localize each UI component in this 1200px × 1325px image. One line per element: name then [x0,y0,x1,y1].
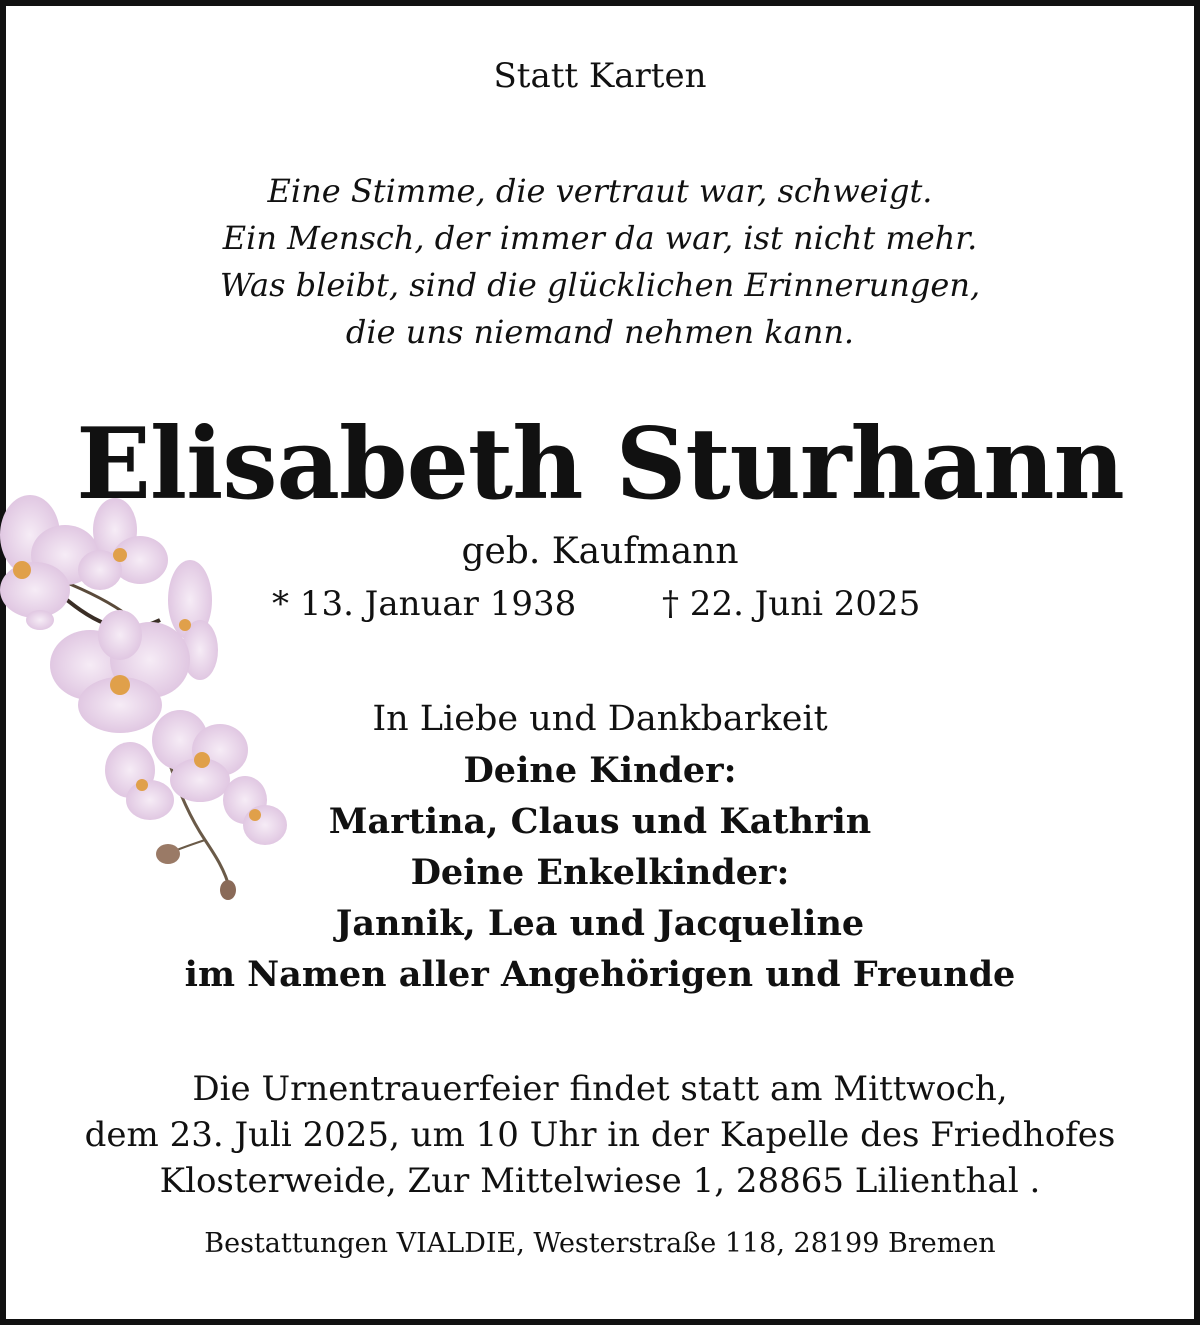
poem [0,168,1200,356]
death-date: † 22. Juni 2025 [662,584,921,624]
service-line: dem 23. Juli 2025, um 10 Uhr in der Kapelle des Friedhofes [84,1115,1116,1155]
service-line: Klosterweide, Zur Mittelwiese 1, 28865 Lilienthal . [159,1161,1041,1201]
poem-line: die uns niemand nehmen kann. [345,313,855,351]
poem-line: Ein Mensch, der immer da war, ist nicht mehr. [222,219,978,257]
mourners-closing: im Namen aller Angehörigen und Freunde [184,954,1016,995]
children-label: Deine Kinder: [463,750,737,791]
poem-line: Was bleibt, sind die glücklichen Erinnerungen, [219,266,981,304]
grandchildren-names: Jannik, Lea und Jacqueline [335,903,865,944]
service-info [0,1066,1200,1204]
birth-date: * 13. Januar 1938 [272,584,577,624]
children-names: Martina, Claus und Kathrin [328,801,872,842]
deceased-name: Elisabeth Sturhann [76,407,1124,522]
grandchildren-label: Deine Enkelkinder: [410,852,790,893]
funeral-home: Bestattungen VIALDIE, Westerstraße 118, 28199 Bremen [204,1228,996,1259]
maiden-name: geb. Kaufmann [461,531,739,572]
header-note: Statt Karten [493,56,707,96]
service-line: Die Urnentrauerfeier findet statt am Mittwoch, [192,1069,1008,1109]
poem-line: Eine Stimme, die vertraut war, schweigt. [267,172,933,210]
mourners-block [0,694,1200,1000]
mourners-intro: In Liebe und Dankbarkeit [372,699,828,739]
